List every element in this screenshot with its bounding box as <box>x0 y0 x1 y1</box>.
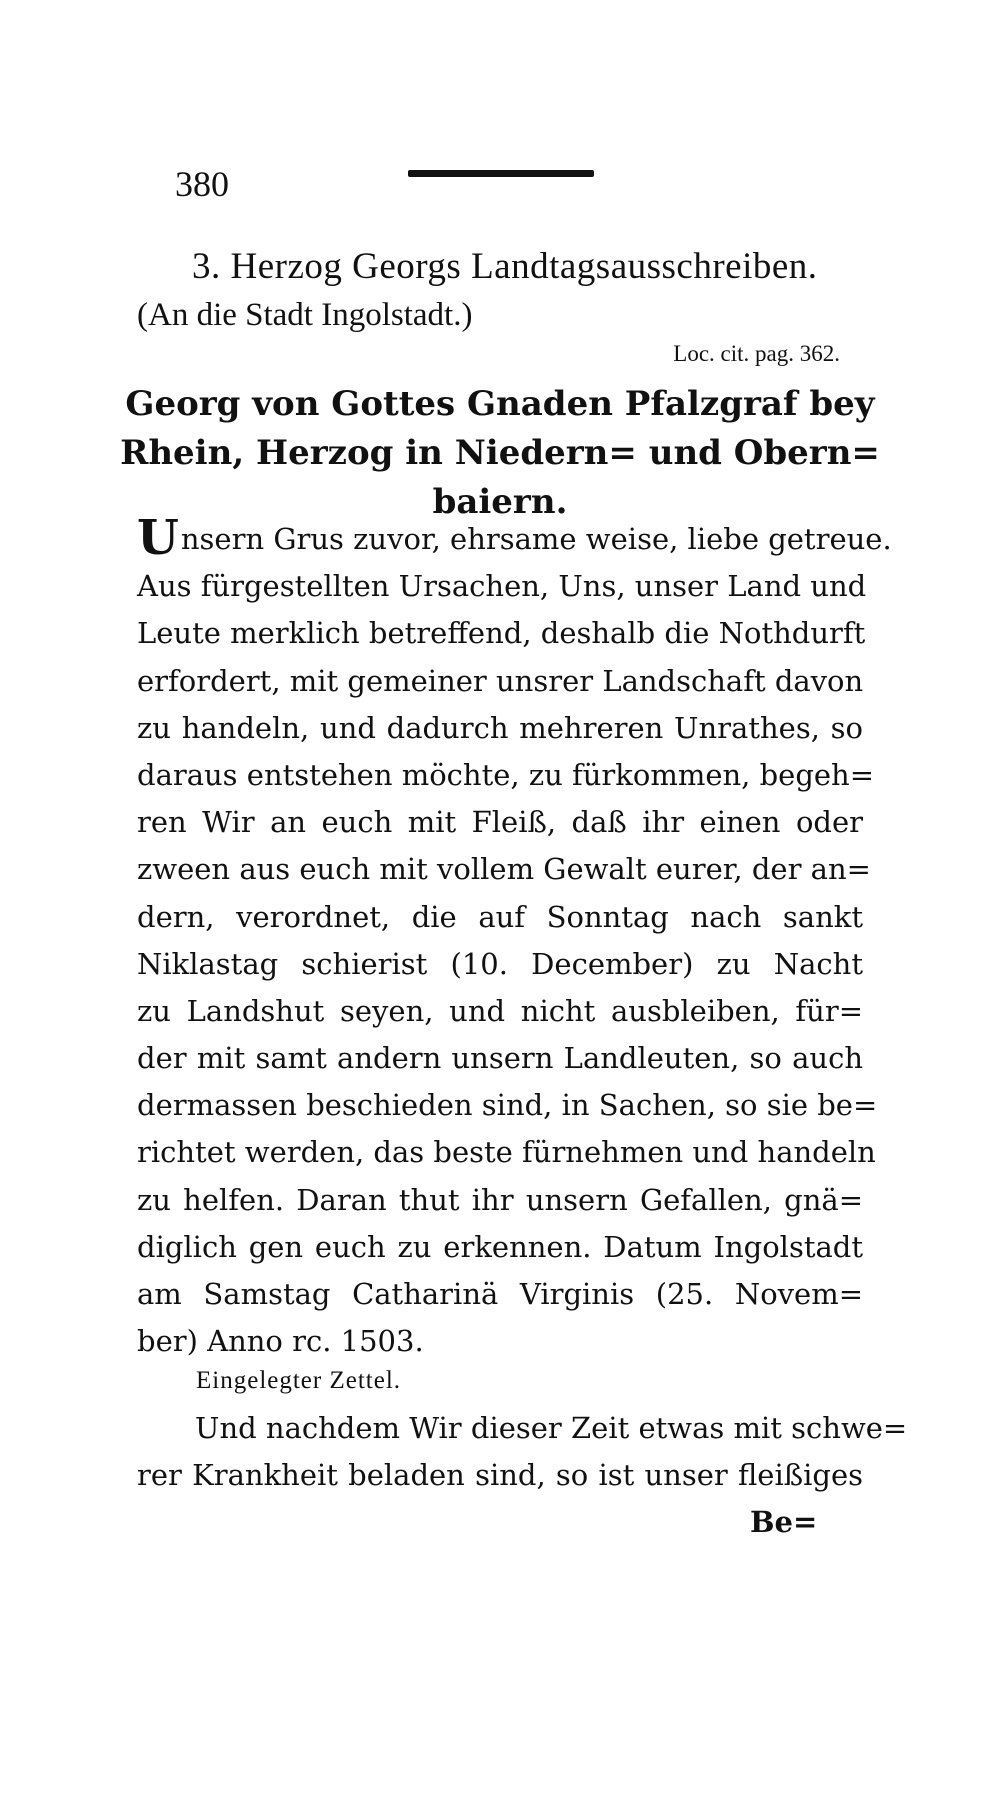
text-line: richtet werden, das beste fürnehmen und handeln <box>137 1135 876 1170</box>
text-line: Niklastag schierist (10. December) zu Nacht <box>137 946 863 981</box>
text-line <box>137 510 892 566</box>
drop-cap: U <box>137 510 179 566</box>
catchword: Be= <box>750 1505 818 1539</box>
text-line: dern, verordnet, die auf Sonntag nach sankt <box>137 899 863 934</box>
text-line: Leute merklich betreffend, deshalb die Nothdurft <box>137 616 866 651</box>
source-reference: Loc. cit. pag. 362. <box>673 341 840 366</box>
first-line-text: nsern Grus zuvor, ehrsame weise, liebe getreue. <box>180 522 892 556</box>
title-line: Rhein, Herzog in Niedern= und Obern= <box>120 433 880 473</box>
section-subheading: (An die Stadt Ingolstadt.) <box>137 297 473 333</box>
text-line: rer Krankheit beladen sind, so ist unser fleißiges <box>137 1458 863 1493</box>
text-line: Aus fürgestellten Ursachen, Uns, unser Land und <box>137 569 867 604</box>
text-line: daraus entstehen möchte, zu fürkommen, begeh= <box>137 757 875 792</box>
title-line: Georg von Gottes Gnaden Pfalzgraf bey <box>125 384 875 424</box>
text-line: zween aus euch mit vollem Gewalt eurer, der an= <box>137 852 871 887</box>
text-line: ren Wir an euch mit Fleiß, daß ihr einen oder <box>137 805 863 840</box>
text-line: zu handeln, und dadurch mehreren Unrathes, so <box>137 710 863 745</box>
text-line: zu Landshut seyen, und nicht ausbleiben, für= <box>137 993 863 1028</box>
letter-body <box>137 510 892 1365</box>
text-line: zu helfen. Daran thut ihr unsern Gefallen, gnä= <box>137 1182 863 1217</box>
title-line: baiern. <box>432 482 568 522</box>
header-rule <box>408 170 594 177</box>
text-line: der mit samt andern unsern Landleuten, so auch <box>137 1041 863 1076</box>
page-number: 380 <box>175 164 229 204</box>
insert-heading: Eingelegter Zettel. <box>196 1367 402 1394</box>
text-line: ber) Anno rc. 1503. <box>137 1324 424 1359</box>
text-line: dermassen beschieden sind, in Sachen, so sie be= <box>137 1088 878 1123</box>
section-heading: 3. Herzog Georgs Landtagsausschreiben. <box>192 246 818 287</box>
document-title <box>0 380 1000 527</box>
text-line: diglich gen euch zu erkennen. Datum Ingolstadt <box>137 1229 863 1264</box>
text-line: Und nachdem Wir dieser Zeit etwas mit schwe= <box>195 1411 908 1445</box>
text-line: erfordert, mit gemeiner unsrer Landschaft davon <box>137 663 864 698</box>
insert-body <box>137 1405 908 1499</box>
text-line: am Samstag Catharinä Virginis (25. Novem= <box>137 1277 863 1311</box>
